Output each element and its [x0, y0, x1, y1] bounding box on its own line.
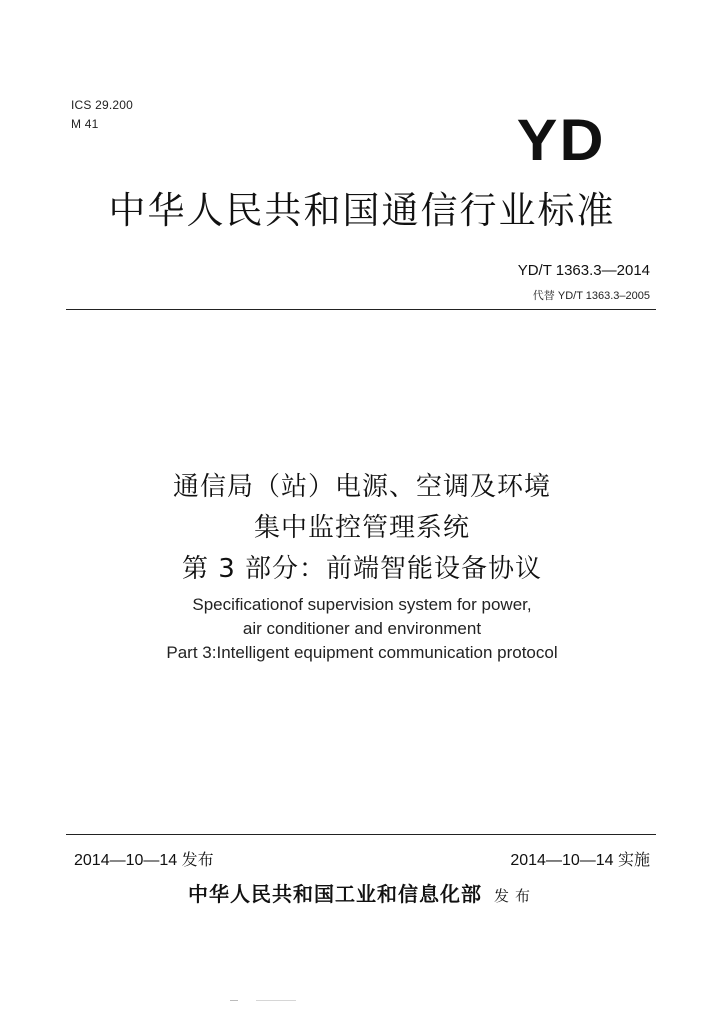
ccs-code: M 41	[71, 117, 99, 131]
publisher-org: 中华人民共和国工业和信息化部	[187, 882, 482, 906]
top-divider	[66, 309, 656, 310]
issue-date: 2014—10—14 发布	[74, 852, 214, 869]
title-en-line-3: Part 3:Intelligent equipment communication protocol	[166, 643, 558, 662]
title-en-line-2: air conditioner and environment	[242, 619, 482, 638]
scan-speck	[230, 1000, 238, 1001]
title-cn-line-3: 第 3 部分：前端智能设备协议	[181, 554, 543, 584]
yd-logo: YD	[517, 108, 606, 173]
title-cn-line-1: 通信局（站）电源、空调及环境	[172, 472, 551, 502]
title-cn-line-2: 集中监控管理系统	[253, 513, 470, 543]
bottom-divider	[66, 834, 656, 835]
publisher-line	[0, 878, 724, 907]
publisher-action: 发布	[493, 887, 536, 905]
title-en-line-1: Specificationof supervision system for power,	[192, 595, 532, 614]
implement-date: 2014—10—14 实施	[510, 852, 650, 869]
ics-code: ICS 29.200	[71, 98, 134, 112]
header-title: 中华人民共和国通信行业标准	[108, 189, 616, 232]
scan-speck	[256, 1000, 296, 1001]
standard-number: YD/T 1363.3—2014	[517, 262, 650, 279]
replaces-note: 代替 YD/T 1363.3–2005	[532, 290, 650, 302]
